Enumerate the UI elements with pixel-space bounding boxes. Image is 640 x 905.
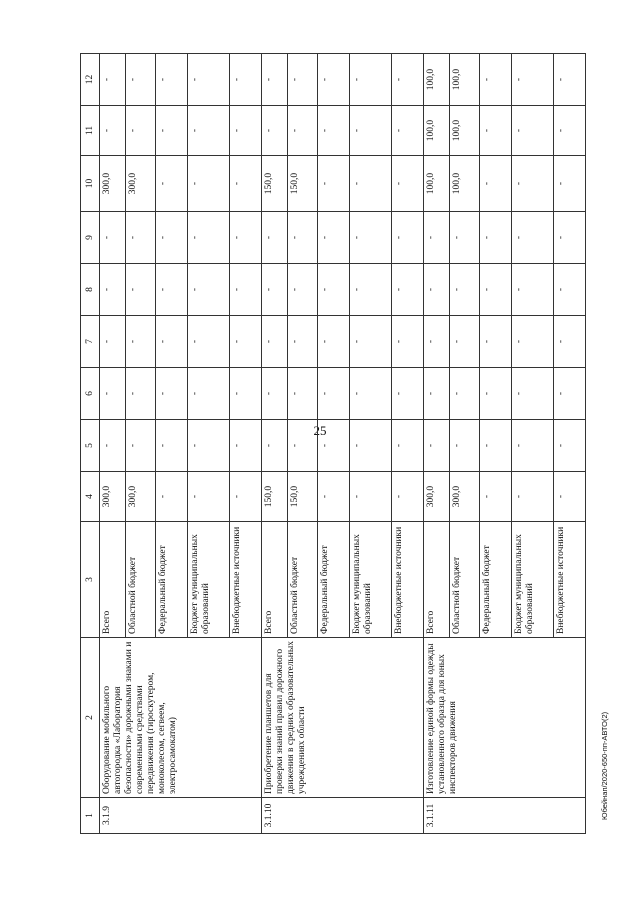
value-cell-col-10: 100,0 [450,156,480,212]
table-row [100,54,126,834]
value-cell-col-4: - [230,472,262,522]
value-cell-col-9: - [100,212,126,264]
value-cell-col-12: - [230,54,262,106]
value-cell-col-4: - [350,472,392,522]
value-cell-col-10: - [156,156,188,212]
budget-table [80,53,586,834]
value-cell-col-4: - [156,472,188,522]
column-header-2: 2 [81,638,100,798]
funding-source: Всего [100,522,126,638]
value-cell-col-4: - [188,472,230,522]
value-cell-col-7: - [450,316,480,368]
value-cell-col-10: - [554,156,586,212]
item-code: 3.1.9 [100,798,262,834]
column-header-1: 1 [81,798,100,834]
value-cell-col-7: - [318,316,350,368]
value-cell-col-12: - [188,54,230,106]
value-cell-col-8: - [100,264,126,316]
value-cell-col-12: - [480,54,512,106]
table-header [81,54,100,834]
table-body [100,54,586,834]
value-cell-col-4: - [392,472,424,522]
value-cell-col-11: - [350,106,392,156]
value-cell-col-12: - [288,54,318,106]
value-cell-col-8: - [554,264,586,316]
value-cell-col-4: 150,0 [288,472,318,522]
column-header-3: 3 [81,522,100,638]
value-cell-col-6: - [156,368,188,420]
value-cell-col-11: - [318,106,350,156]
value-cell-col-6: - [288,368,318,420]
funding-source: Внебюджетные источники [392,522,424,638]
value-cell-col-5: - [480,420,512,472]
value-cell-col-4: 300,0 [424,472,450,522]
value-cell-col-7: - [126,316,156,368]
value-cell-col-4: - [554,472,586,522]
funding-source: Внебюджетные источники [230,522,262,638]
value-cell-col-7: - [480,316,512,368]
funding-source: Всего [424,522,450,638]
value-cell-col-4: 300,0 [126,472,156,522]
item-code: 3.1.11 [424,798,586,834]
value-cell-col-5: - [450,420,480,472]
value-cell-col-11: - [230,106,262,156]
value-cell-col-7: - [288,316,318,368]
value-cell-col-12: 100,0 [450,54,480,106]
value-cell-col-5: - [424,420,450,472]
value-cell-col-12: - [318,54,350,106]
value-cell-col-8: - [156,264,188,316]
column-header-10: 10 [81,156,100,212]
value-cell-col-8: - [230,264,262,316]
value-cell-col-7: - [392,316,424,368]
value-cell-col-12: 100,0 [424,54,450,106]
value-cell-col-4: 300,0 [450,472,480,522]
value-cell-col-4: - [480,472,512,522]
value-cell-col-12: - [262,54,288,106]
value-cell-col-11: - [188,106,230,156]
column-header-9: 9 [81,212,100,264]
funding-source: Областной бюджет [126,522,156,638]
value-cell-col-6: - [188,368,230,420]
funding-source: Бюджет муниципальных образований [188,522,230,638]
value-cell-col-9: - [188,212,230,264]
value-cell-col-6: - [100,368,126,420]
value-cell-col-6: - [318,368,350,420]
funding-source: Внебюджетные источники [554,522,586,638]
funding-source: Федеральный бюджет [480,522,512,638]
value-cell-col-6: - [262,368,288,420]
value-cell-col-8: - [424,264,450,316]
funding-source: Бюджет муниципальных образований [512,522,554,638]
value-cell-col-11: - [512,106,554,156]
value-cell-col-5: - [230,420,262,472]
value-cell-col-12: - [100,54,126,106]
value-cell-col-8: - [350,264,392,316]
value-cell-col-9: - [512,212,554,264]
value-cell-col-7: - [424,316,450,368]
value-cell-col-5: - [350,420,392,472]
value-cell-col-4: 150,0 [262,472,288,522]
value-cell-col-11: - [126,106,156,156]
value-cell-col-8: - [480,264,512,316]
value-cell-col-8: - [318,264,350,316]
funding-source: Федеральный бюджет [156,522,188,638]
value-cell-col-10: - [230,156,262,212]
value-cell-col-8: - [188,264,230,316]
table-row [424,54,450,834]
value-cell-col-7: - [100,316,126,368]
value-cell-col-6: - [512,368,554,420]
column-header-5: 5 [81,420,100,472]
value-cell-col-11: 100,0 [450,106,480,156]
value-cell-col-12: - [350,54,392,106]
value-cell-col-9: - [288,212,318,264]
value-cell-col-12: - [126,54,156,106]
column-header-12: 12 [81,54,100,106]
value-cell-col-9: - [424,212,450,264]
value-cell-col-7: - [230,316,262,368]
value-cell-col-7: - [512,316,554,368]
value-cell-col-5: - [126,420,156,472]
funding-source: Областной бюджет [450,522,480,638]
item-name: Оборудование мобильного автогородка «Лаборатория безопасности» дорожными знаками и современными средствами передвижения (гироскутером, моноколесом, сегвеем, электросамокатом) [100,638,262,798]
value-cell-col-12: - [554,54,586,106]
value-cell-col-9: - [392,212,424,264]
value-cell-col-5: - [100,420,126,472]
value-cell-col-9: - [350,212,392,264]
value-cell-col-11: - [392,106,424,156]
item-name: Изготовление единой формы одежды установленного образца для юных инспекторов движения [424,638,586,798]
value-cell-col-6: - [230,368,262,420]
value-cell-col-9: - [318,212,350,264]
column-header-6: 6 [81,368,100,420]
value-cell-col-12: - [512,54,554,106]
footer-document-code: Юбейнап/2020-650-пп-АВТО(2) [600,711,609,820]
value-cell-col-10: 150,0 [288,156,318,212]
value-cell-col-7: - [554,316,586,368]
value-cell-col-11: - [262,106,288,156]
value-cell-col-8: - [512,264,554,316]
value-cell-col-11: - [480,106,512,156]
item-name: Приобретение планшетов для проверки знаний правил дорожного движения в средних образовательных учреждениях области [262,638,424,798]
funding-source: Бюджет муниципальных образований [350,522,392,638]
value-cell-col-4: - [318,472,350,522]
funding-source: Областной бюджет [288,522,318,638]
value-cell-col-7: - [350,316,392,368]
value-cell-col-9: - [262,212,288,264]
value-cell-col-10: 150,0 [262,156,288,212]
value-cell-col-5: - [262,420,288,472]
value-cell-col-10: - [480,156,512,212]
value-cell-col-8: - [262,264,288,316]
value-cell-col-6: - [392,368,424,420]
item-code: 3.1.10 [262,798,424,834]
value-cell-col-9: - [450,212,480,264]
value-cell-col-10: - [392,156,424,212]
value-cell-col-10: - [318,156,350,212]
value-cell-col-5: - [318,420,350,472]
value-cell-col-10: 100,0 [424,156,450,212]
value-cell-col-10: - [512,156,554,212]
value-cell-col-7: - [188,316,230,368]
value-cell-col-5: - [156,420,188,472]
value-cell-col-4: 300,0 [100,472,126,522]
value-cell-col-8: - [392,264,424,316]
value-cell-col-6: - [554,368,586,420]
value-cell-col-11: - [100,106,126,156]
value-cell-col-11: 100,0 [424,106,450,156]
value-cell-col-10: 300,0 [100,156,126,212]
value-cell-col-6: - [424,368,450,420]
value-cell-col-6: - [126,368,156,420]
column-header-8: 8 [81,264,100,316]
value-cell-col-9: - [480,212,512,264]
value-cell-col-11: - [156,106,188,156]
value-cell-col-10: 300,0 [126,156,156,212]
funding-source: Федеральный бюджет [318,522,350,638]
value-cell-col-9: - [554,212,586,264]
value-cell-col-5: - [288,420,318,472]
value-cell-col-6: - [350,368,392,420]
value-cell-col-12: - [392,54,424,106]
value-cell-col-5: - [554,420,586,472]
column-header-4: 4 [81,472,100,522]
value-cell-col-8: - [288,264,318,316]
value-cell-col-5: - [392,420,424,472]
value-cell-col-10: - [350,156,392,212]
value-cell-col-7: - [156,316,188,368]
value-cell-col-9: - [230,212,262,264]
value-cell-col-11: - [554,106,586,156]
value-cell-col-6: - [450,368,480,420]
column-header-7: 7 [81,316,100,368]
value-cell-col-4: - [512,472,554,522]
value-cell-col-8: - [450,264,480,316]
value-cell-col-8: - [126,264,156,316]
value-cell-col-5: - [512,420,554,472]
value-cell-col-6: - [480,368,512,420]
value-cell-col-10: - [188,156,230,212]
value-cell-col-9: - [156,212,188,264]
column-header-11: 11 [81,106,100,156]
rotated-table-container [80,54,580,834]
value-cell-col-11: - [288,106,318,156]
value-cell-col-9: - [126,212,156,264]
value-cell-col-5: - [188,420,230,472]
page-number: 25 [313,423,327,438]
value-cell-col-12: - [156,54,188,106]
funding-source: Всего [262,522,288,638]
value-cell-col-7: - [262,316,288,368]
table-row [262,54,288,834]
